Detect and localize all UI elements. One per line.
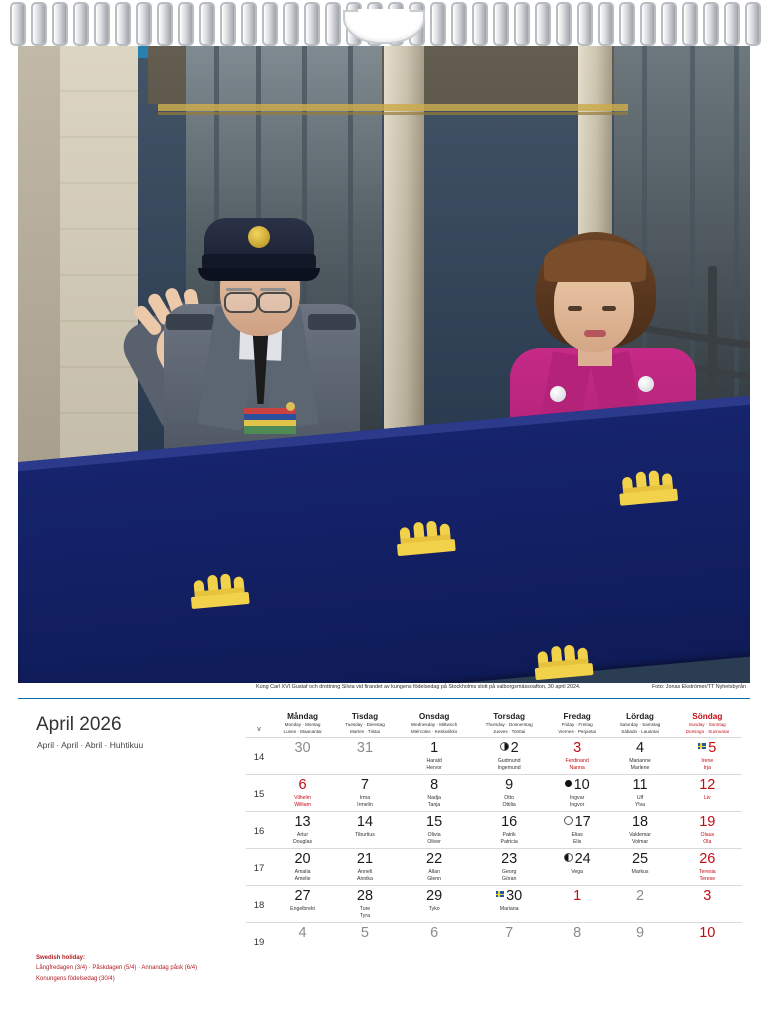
day-number: 26: [699, 851, 716, 868]
day-number: 20: [294, 851, 311, 868]
flag-day-icon: [496, 891, 504, 897]
month-table: [246, 712, 742, 959]
binding-ring: [577, 2, 593, 46]
day-number: 30: [294, 740, 311, 757]
crown-emblem: [531, 643, 596, 682]
king-cap-badge: [248, 226, 270, 248]
name-day-names: Engelbrekt: [290, 905, 315, 912]
day-cell[interactable]: [397, 775, 472, 812]
day-number: 9: [635, 925, 645, 942]
day-number: 12: [699, 777, 716, 794]
day-cell[interactable]: [673, 738, 742, 775]
calendar-grid-panel: [18, 700, 750, 1000]
weekday-translations: Sunday · Sonntag Domingo · Sunnuntai: [685, 722, 729, 734]
name-day-names: Ulf Ylva: [634, 794, 646, 808]
day-number: 11: [632, 777, 648, 794]
day-number: 5: [673, 741, 742, 756]
king-eyeglass-left: [224, 292, 258, 313]
day-number: 4: [635, 740, 645, 757]
binding-ring: [10, 2, 26, 46]
day-cell[interactable]: [272, 812, 333, 849]
flag-day-icon: [698, 743, 706, 749]
binding-ring: [220, 2, 236, 46]
day-cell[interactable]: [471, 812, 546, 849]
day-cell[interactable]: [471, 923, 546, 960]
binding-ring: [31, 2, 47, 46]
day-number: 25: [631, 851, 649, 868]
name-day-names: Ingvar Ingvor: [569, 794, 585, 808]
month-title: April 2026: [36, 714, 122, 735]
binding-ring: [283, 2, 299, 46]
name-day-names: Ferdinand Nanna: [565, 757, 589, 771]
weekday-translations: Wednesday · Mittwoch Miércoles · Keskiviikko: [410, 722, 458, 734]
week-number: 19: [253, 937, 265, 949]
queen-eye-left: [568, 306, 582, 311]
weekday-translations: Saturday · Samstag Sábado · Lauantai: [619, 722, 661, 734]
holidays-note: [36, 953, 197, 985]
day-cell[interactable]: [673, 812, 742, 849]
day-cell[interactable]: [272, 923, 333, 960]
binding-ring: [682, 2, 698, 46]
binding-ring: [640, 2, 656, 46]
binding-ring: [136, 2, 152, 46]
day-cell[interactable]: [673, 849, 742, 886]
weekday-header-row: [246, 712, 742, 738]
king-button: [286, 402, 295, 411]
king-epaulette: [308, 314, 356, 330]
name-day-names: Tiburtius: [355, 831, 375, 838]
day-cell[interactable]: [272, 738, 333, 775]
name-day-names: Teresia Terese: [698, 868, 716, 882]
name-day-names: Otto Ottilia: [502, 794, 516, 808]
caption-divider: [18, 698, 750, 699]
photo-panel: [18, 46, 750, 683]
week-number: 14: [253, 752, 265, 764]
day-number: 31: [356, 740, 374, 757]
binding-ring: [535, 2, 551, 46]
week-number: 17: [253, 863, 265, 875]
name-day-names: Nadja Tanja: [427, 794, 441, 808]
day-number: 3: [573, 740, 582, 757]
day-cell[interactable]: [547, 849, 608, 886]
day-number: 7: [360, 777, 369, 794]
holidays-title: Swedish holiday:: [36, 954, 86, 961]
king-medal-ribbons: [244, 408, 296, 434]
name-day-names: Patrik Patricia: [500, 831, 518, 845]
weeks-body: [246, 738, 742, 960]
day-cell[interactable]: [333, 775, 397, 812]
day-cell[interactable]: [471, 849, 546, 886]
binding-ring: [724, 2, 740, 46]
name-day-names: Tyko: [428, 905, 440, 912]
crown-emblem: [615, 468, 680, 507]
week-row: [246, 849, 742, 886]
week-row: [246, 738, 742, 775]
spiral-binding: [0, 0, 768, 46]
day-cell[interactable]: [471, 886, 546, 923]
day-number: 8: [430, 777, 439, 794]
queen-hair-front: [544, 240, 646, 282]
holidays-line-2: Konungens födelsedag (30/4): [36, 975, 115, 982]
name-day-names: Gudmund Ingemund: [497, 757, 521, 771]
name-day-names: Artur Douglas: [293, 831, 313, 845]
binding-ring: [619, 2, 635, 46]
moon-phase-icon: [500, 742, 509, 751]
week-number-header: v: [257, 726, 261, 734]
day-number: 16: [501, 814, 518, 831]
queen-brooch-left: [550, 386, 566, 402]
binding-ring: [661, 2, 677, 46]
day-number: 24: [547, 852, 608, 867]
day-cell[interactable]: [333, 849, 397, 886]
name-day-names: Liv: [703, 794, 711, 801]
day-number: 9: [505, 777, 514, 794]
day-cell[interactable]: [333, 886, 397, 923]
binding-ring: [178, 2, 194, 46]
day-cell[interactable]: [397, 849, 472, 886]
week-number: 15: [253, 789, 265, 801]
binding-ring: [598, 2, 614, 46]
name-day-names: Allan Glenn: [427, 868, 442, 882]
name-day-names: Olivia Oliver: [427, 831, 441, 845]
day-number: 4: [298, 925, 307, 942]
queen-eye-right: [602, 306, 616, 311]
king-eyeglass-right: [258, 292, 292, 313]
day-cell[interactable]: [607, 923, 672, 960]
binding-ring: [115, 2, 131, 46]
day-cell[interactable]: [547, 775, 608, 812]
day-number: 13: [294, 814, 311, 831]
day-cell[interactable]: [397, 886, 472, 923]
weekday-translations: Friday · Freitag Viernes · Perjantai: [558, 722, 596, 734]
day-number: 30: [471, 889, 546, 904]
week-number: 18: [253, 900, 265, 912]
day-cell[interactable]: [547, 738, 608, 775]
day-number: 2: [635, 888, 645, 905]
binding-ring: [493, 2, 509, 46]
day-number: 1: [430, 740, 439, 757]
name-day-names: Anneli Annika: [357, 868, 373, 882]
name-day-names: Mariana: [499, 905, 519, 912]
name-day-names: Irene Irja: [701, 757, 714, 771]
binding-ring: [262, 2, 278, 46]
queen-lips: [584, 330, 606, 337]
binding-ring: [52, 2, 68, 46]
day-number: 7: [505, 925, 514, 942]
weekday-translations: Monday · Montag Lunes · Maanantai: [283, 722, 322, 734]
binding-ring: [472, 2, 488, 46]
crown-emblem: [187, 572, 252, 611]
day-cell[interactable]: [607, 886, 672, 923]
weekday-header-torsdag: Torsdag Thursday · Donnerstag Jueves · Torstai: [471, 712, 546, 738]
photo-caption-text: Kung Carl XVI Gustaf och drottning Silvia vid firandet av kungens födelsedag på Stockholms slott på valborgsmässoafton, 30 april 2024.: [256, 684, 581, 690]
week-row: [246, 812, 742, 849]
binding-ring: [514, 2, 530, 46]
day-cell[interactable]: [673, 923, 742, 960]
name-day-names: Marianne Marlene: [629, 757, 651, 771]
day-number: 8: [573, 925, 582, 942]
king-eyebrow-right: [260, 288, 286, 291]
name-day-names: Markus: [631, 868, 649, 875]
name-day-names: Irma Irmelin: [357, 794, 373, 808]
month-subtitle: April · April · Abril · Huhtikuu: [37, 740, 144, 750]
weekday-header-onsdag: Onsdag Wednesday · Mittwoch Miércoles · Keskiviikko: [397, 712, 472, 738]
day-number: 21: [356, 851, 374, 868]
name-day-names: Valdemar Volmar: [629, 831, 651, 845]
day-cell[interactable]: [673, 886, 742, 923]
binding-ring: [703, 2, 719, 46]
day-cell[interactable]: [607, 849, 672, 886]
day-cell[interactable]: [471, 775, 546, 812]
moon-phase-icon: [564, 816, 573, 825]
name-day-names: Georg Göran: [501, 868, 517, 882]
binding-ring: [304, 2, 320, 46]
day-number: 15: [426, 814, 443, 831]
binding-ring: [451, 2, 467, 46]
moon-phase-icon: [564, 853, 573, 862]
day-cell[interactable]: [272, 886, 333, 923]
day-number: 1: [573, 888, 582, 905]
binding-ring: [430, 2, 446, 46]
day-cell[interactable]: [397, 812, 472, 849]
day-cell[interactable]: [547, 923, 608, 960]
name-day-names: Vega: [571, 868, 584, 875]
day-number: 18: [631, 814, 649, 831]
weekday-header-fredag: Fredag Friday · Freitag Viernes · Perjantai: [547, 712, 608, 738]
binding-ring: [199, 2, 215, 46]
day-number: 17: [547, 815, 608, 830]
day-cell[interactable]: [397, 738, 472, 775]
king-epaulette: [166, 314, 214, 330]
day-number: 6: [430, 925, 439, 942]
binding-ring: [745, 2, 761, 46]
binding-ring: [73, 2, 89, 46]
weekday-header-söndag: Söndag Sunday · Sonntag Domingo · Sunnuntai: [673, 712, 742, 738]
day-number: 6: [298, 777, 307, 794]
name-day-names: Vilhelm William: [294, 794, 312, 808]
day-number: 22: [426, 851, 443, 868]
week-number: 16: [253, 826, 265, 838]
weekday-header-lördag: Lördag Saturday · Samstag Sábado · Lauantai: [607, 712, 672, 738]
binding-ring: [157, 2, 173, 46]
day-cell[interactable]: [607, 775, 672, 812]
day-cell[interactable]: [272, 849, 333, 886]
day-cell[interactable]: [272, 775, 333, 812]
weekday-translations: Thursday · Donnerstag Jueves · Torstai: [485, 722, 533, 734]
weekday-header-tisdag: Tisdag Tuesday · Dienstag Martes · Tiistai: [333, 712, 397, 738]
holidays-line-1: Långfredagen (3/4) · Påskdagen (5/4) · Annandag påsk (6/4): [36, 965, 198, 971]
moon-phase-icon: [565, 780, 572, 787]
day-cell[interactable]: [397, 923, 472, 960]
day-cell[interactable]: [547, 812, 608, 849]
day-number: 23: [501, 851, 518, 868]
binding-ring: [325, 2, 341, 46]
week-row: [246, 923, 742, 960]
day-number: 10: [547, 778, 608, 793]
name-day-names: Elias Elis: [571, 831, 583, 845]
photo-credit: Foto: Jonas Ekströmer/TT Nyhetsbyrån: [652, 684, 746, 690]
day-number: 19: [699, 814, 716, 831]
king-eyebrow-left: [226, 288, 252, 291]
binding-ring: [241, 2, 257, 46]
day-cell[interactable]: [547, 886, 608, 923]
day-number: 2: [471, 741, 546, 756]
name-day-names: Harald Hervor: [426, 757, 442, 771]
name-day-names: Ture Tyra: [359, 905, 371, 919]
day-cell[interactable]: [471, 738, 546, 775]
day-number: 29: [426, 888, 443, 905]
day-number: 27: [294, 888, 311, 905]
weekday-header-måndag: Måndag Monday · Montag Lunes · Maanantai: [272, 712, 333, 738]
king-cap-peak: [198, 268, 320, 281]
day-cell[interactable]: [333, 923, 397, 960]
day-number: 5: [360, 925, 369, 942]
photograph: [18, 46, 750, 683]
day-cell[interactable]: [333, 738, 397, 775]
day-number: 14: [356, 814, 374, 831]
photo-caption-bar: [18, 683, 750, 699]
week-row: [246, 775, 742, 812]
binding-ring: [556, 2, 572, 46]
day-cell[interactable]: [607, 738, 672, 775]
day-number: 10: [699, 925, 716, 942]
day-cell[interactable]: [333, 812, 397, 849]
day-cell[interactable]: [673, 775, 742, 812]
crown-emblem: [393, 519, 458, 558]
day-number: 28: [356, 888, 374, 905]
weekday-translations: Tuesday · Dienstag Martes · Tiistai: [345, 722, 385, 734]
queen-brooch-right: [638, 376, 654, 392]
week-row: [246, 886, 742, 923]
binding-ring: [94, 2, 110, 46]
name-day-names: Amalia Amelie: [294, 868, 311, 882]
name-day-names: Olaus Ola: [700, 831, 715, 845]
day-cell[interactable]: [607, 812, 672, 849]
day-number: 3: [703, 888, 712, 905]
